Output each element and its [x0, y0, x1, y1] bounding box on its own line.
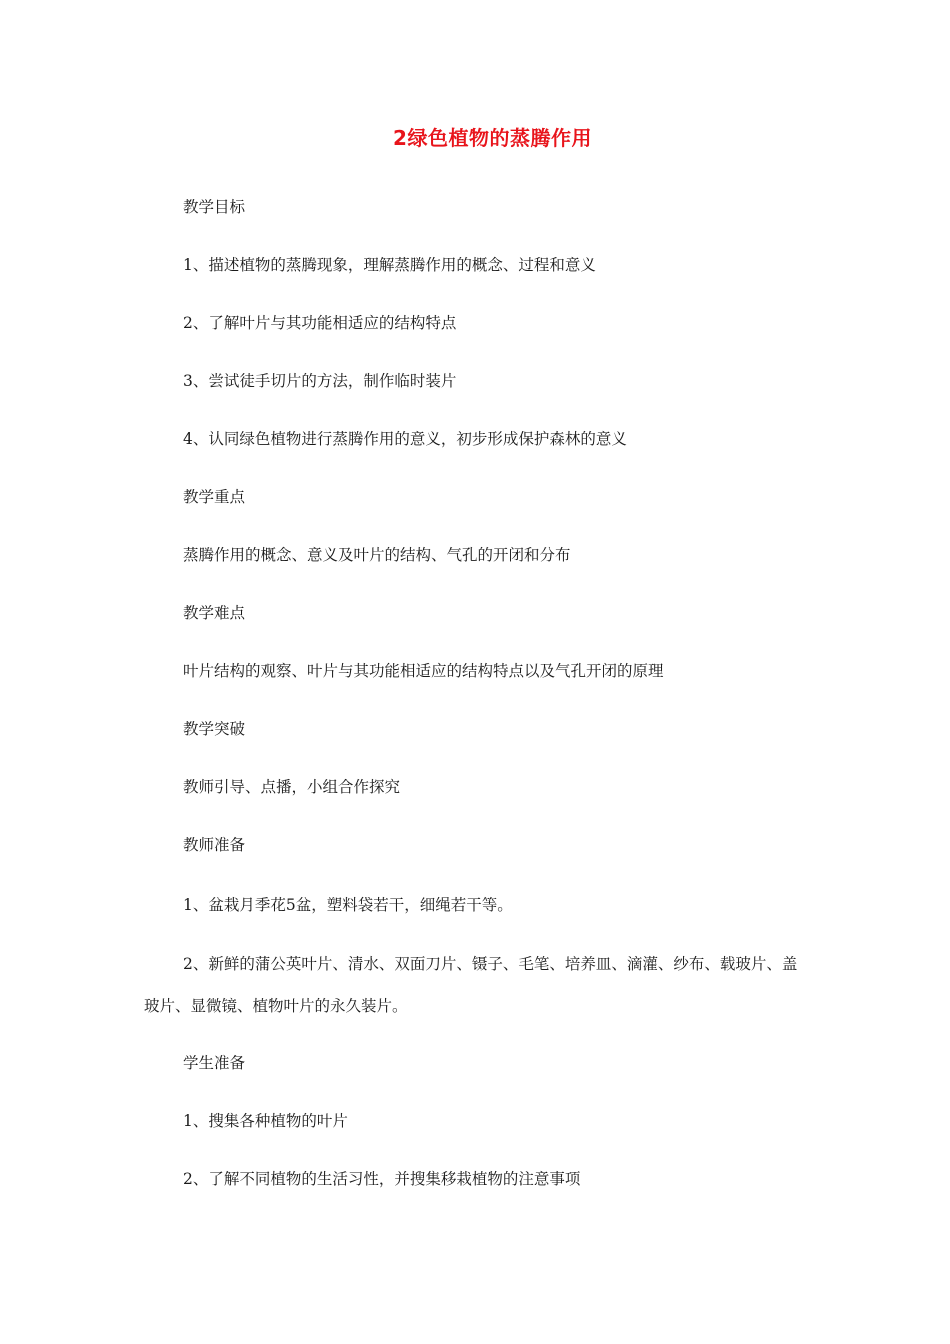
- key-points-text: 蒸腾作用的概念、意义及叶片的结构、气孔的开闭和分布: [183, 546, 571, 564]
- heading-difficulties: 教学难点: [183, 604, 246, 622]
- heading-breakthrough: 教学突破: [183, 720, 246, 738]
- student-prep-item-1: 1、搜集各种植物的叶片: [183, 1112, 348, 1130]
- heading-teacher-preparation: 教师准备: [183, 836, 246, 854]
- teacher-prep-item-1: 1、盆栽月季花5盆，塑料袋若干，细绳若干等。: [183, 896, 513, 914]
- teacher-prep-item-2: 2、新鲜的蒲公英叶片、清水、双面刀片、镊子、毛笔、培养皿、滴灌、纱布、载玻片、盖玻片、显微镜、植物叶片的永久装片。: [144, 955, 798, 1015]
- difficulties-text: 叶片结构的观察、叶片与其功能相适应的结构特点以及气孔开闭的原理: [183, 662, 664, 680]
- heading-key-points: 教学重点: [183, 488, 246, 506]
- heading-student-preparation: 学生准备: [183, 1054, 246, 1072]
- objective-item-3: 3、尝试徒手切片的方法，制作临时装片: [183, 372, 457, 390]
- page-title: 2绿色植物的蒸腾作用: [393, 126, 592, 150]
- student-prep-item-2: 2、了解不同植物的生活习性，并搜集移栽植物的注意事项: [183, 1170, 581, 1188]
- heading-teaching-objectives: 教学目标: [183, 198, 246, 216]
- objective-item-1: 1、描述植物的蒸腾现象，理解蒸腾作用的概念、过程和意义: [183, 256, 596, 274]
- objective-item-4: 4、认同绿色植物进行蒸腾作用的意义，初步形成保护森林的意义: [183, 430, 627, 448]
- breakthrough-text: 教师引导、点播，小组合作探究: [183, 778, 401, 796]
- objective-item-2: 2、了解叶片与其功能相适应的结构特点: [183, 314, 457, 332]
